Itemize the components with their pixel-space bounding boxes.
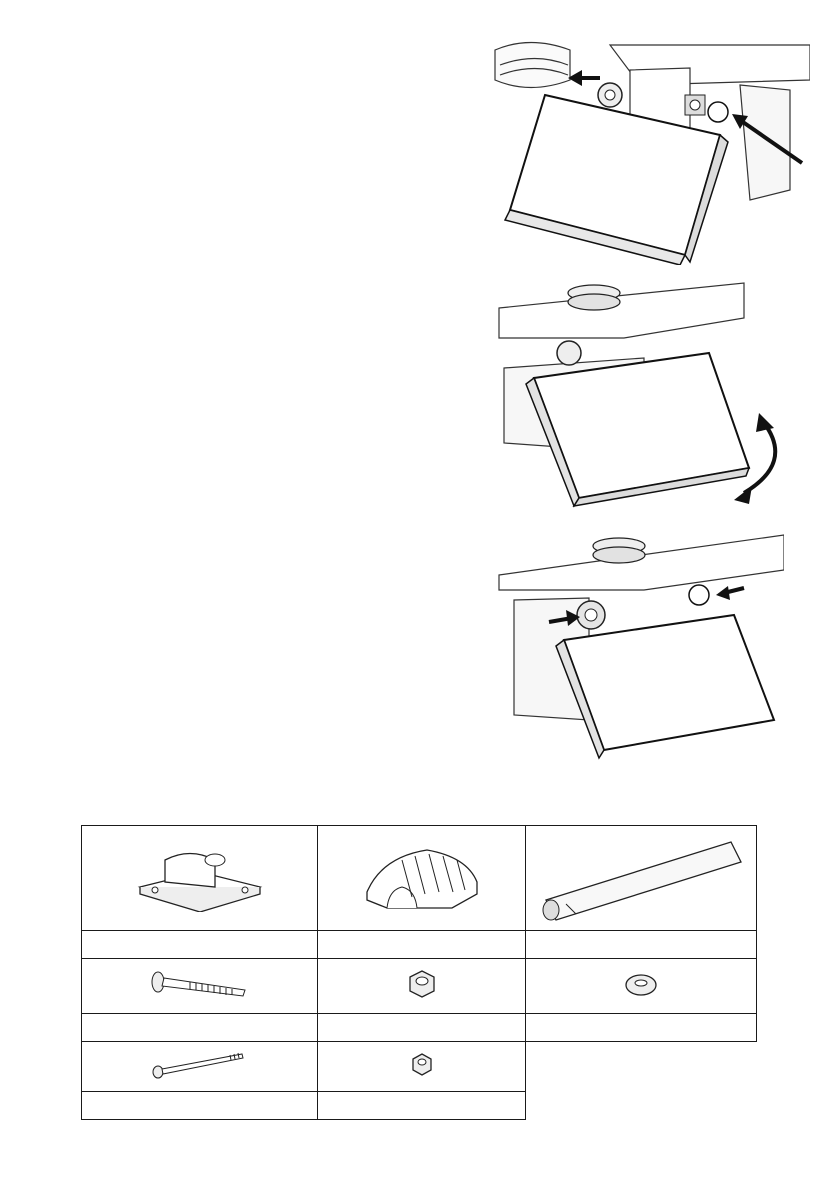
machine-screw-icon <box>150 1050 250 1080</box>
hex-nut-icon <box>402 967 442 1003</box>
table-row <box>82 1092 757 1120</box>
table-row <box>82 1042 757 1092</box>
part-label <box>526 931 757 959</box>
display-panel <box>526 353 749 506</box>
part-label <box>82 1014 318 1042</box>
screw-head-icon <box>685 95 705 115</box>
table-row <box>82 959 757 1014</box>
part-cell-small-hex-nut <box>318 1042 526 1092</box>
display-panel <box>505 95 728 265</box>
part-cell-support-rod <box>526 826 757 931</box>
part-label <box>82 931 318 959</box>
part-cell-carriage-bolt <box>82 959 318 1014</box>
part-label <box>526 1014 757 1042</box>
push-arrow-icon <box>568 70 600 86</box>
table-row <box>82 1014 757 1042</box>
empty-cell <box>526 1042 757 1092</box>
support-rod-icon <box>531 832 751 922</box>
part-cell-clamp-saddle <box>318 826 526 931</box>
mount-base-icon <box>135 842 265 912</box>
rotate-arrow-icon <box>689 585 744 605</box>
carriage-bolt-icon <box>150 970 250 1000</box>
part-label <box>318 931 526 959</box>
part-cell-machine-screw <box>82 1042 318 1092</box>
step-3-illustration <box>494 530 784 765</box>
gear-knob-icon <box>557 341 581 365</box>
step-1-illustration <box>490 40 810 265</box>
small-hex-nut-icon <box>407 1050 437 1080</box>
table-row <box>82 826 757 931</box>
clamp-saddle-icon <box>357 842 487 912</box>
display-panel <box>556 615 774 758</box>
part-cell-hex-nut <box>318 959 526 1014</box>
part-label <box>318 1014 526 1042</box>
gear-knob-icon <box>577 601 605 629</box>
flat-washer-icon <box>621 970 661 1000</box>
part-label <box>318 1092 526 1120</box>
knob-icon <box>598 83 622 107</box>
part-cell-flat-washer <box>526 959 757 1014</box>
empty-cell <box>526 1092 757 1120</box>
part-cell-mount-base <box>82 826 318 931</box>
table-row <box>82 931 757 959</box>
part-label <box>82 1092 318 1120</box>
parts-table <box>81 825 757 1120</box>
step-2-illustration <box>494 278 784 513</box>
